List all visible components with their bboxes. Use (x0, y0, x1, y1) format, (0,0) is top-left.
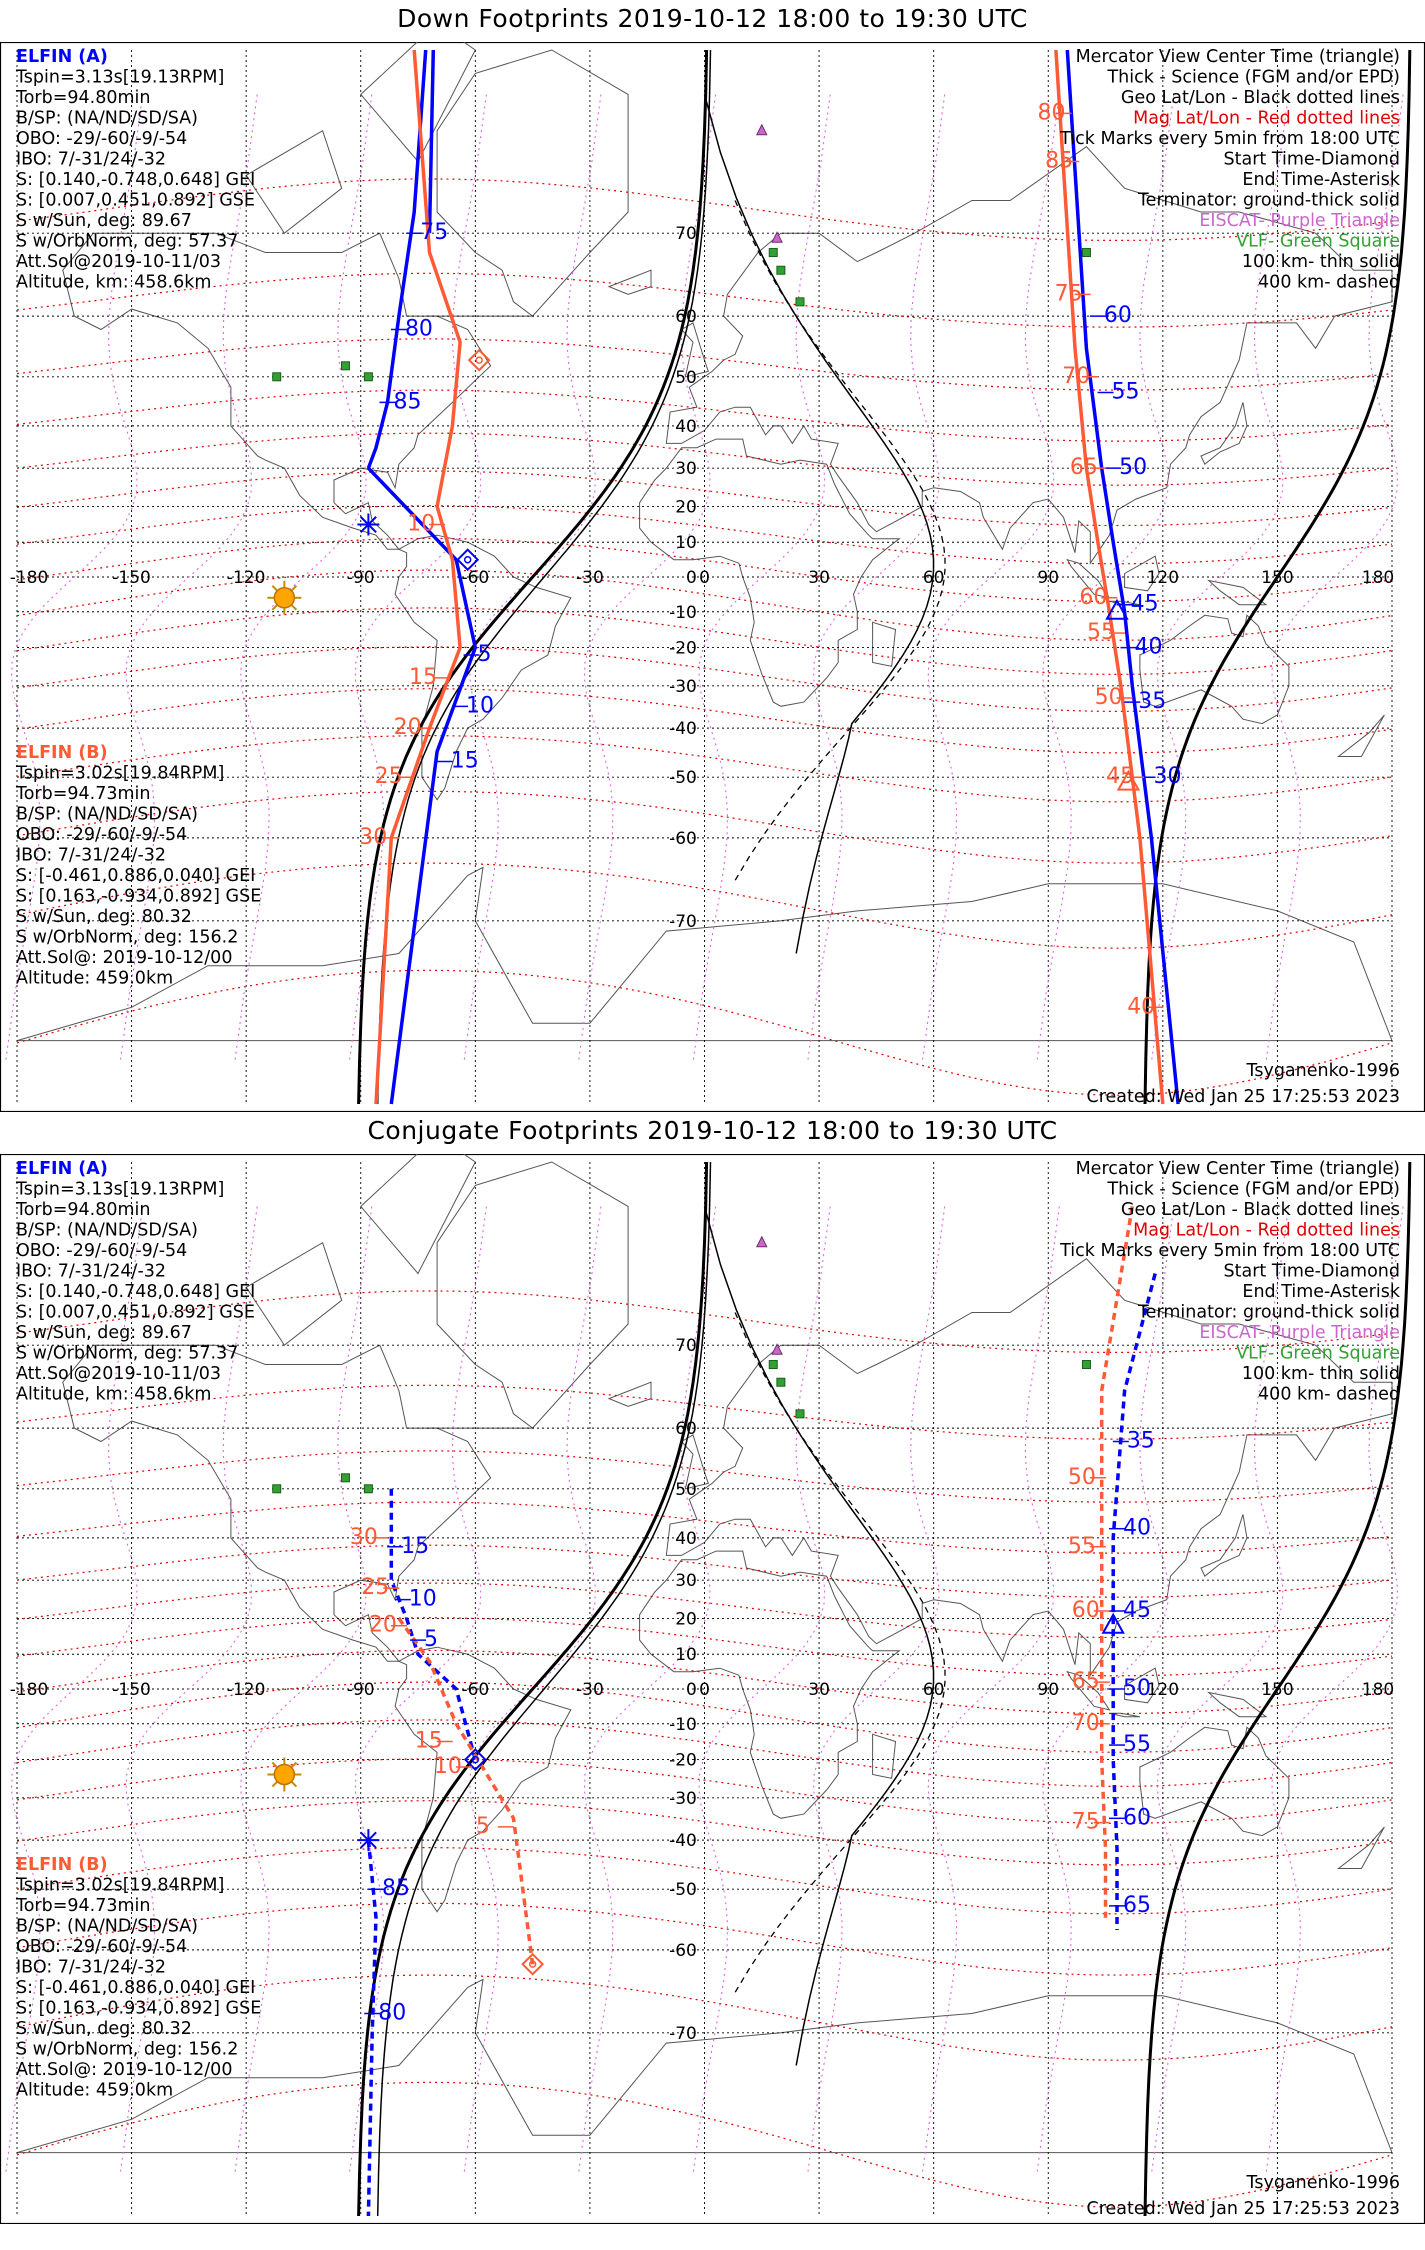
elfin-b-time-label: 55 (1067, 1533, 1096, 1559)
elfin-b-info-line: OBO: -29/-60/-9/-54 (16, 1937, 188, 1957)
vlf-station-square (364, 1485, 372, 1493)
elfin-a-info-line: S w/Sun, deg: 89.67 (16, 1323, 192, 1343)
lat-tick-label: -20 (669, 638, 697, 659)
lat-tick-label: -40 (669, 719, 697, 740)
elfin-a-info-line: Tspin=3.13s[19.13RPM] (16, 1179, 225, 1200)
elfin-b-time-label: 20 (393, 715, 422, 741)
legend-line: Geo Lat/Lon - Black dotted lines (1120, 1200, 1400, 1220)
elfin-a-time-label: 85 (382, 1876, 411, 1902)
elfin-a-time-label: 65 (1123, 1892, 1151, 1918)
elfin-a-info-line: S: [0.140,-0.748,0.648] GEI (16, 1282, 256, 1302)
down-footprints-map (0, 42, 1425, 1112)
elfin-b-info-line: S w/OrbNorm, deg: 156.2 (16, 927, 239, 948)
elfin-b-time-label: 50 (1067, 1464, 1096, 1490)
elfin-a-time-label: 45 (1123, 1597, 1151, 1623)
elfin-a-time-label: 55 (1111, 379, 1140, 405)
elfin-b-time-label: 30 (359, 824, 388, 850)
vlf-station-square (364, 373, 372, 381)
lon-tick-label: 30 (808, 568, 830, 588)
vlf-station-square (273, 373, 281, 381)
elfin-a-time-label: 85 (393, 389, 422, 415)
lat-tick-label: 20 (675, 1609, 697, 1630)
lat-tick-label: 30 (675, 1571, 697, 1592)
elfin-b-time-label: 15 (414, 1728, 443, 1754)
elfin-a-info-line: OBO: -29/-60/-9/-54 (16, 1241, 188, 1261)
elfin-b-info-line: Tspin=3.02s[19.84RPM] (16, 1875, 225, 1896)
elfin-a-info-line: IBO: 7/-31/24/-32 (16, 149, 167, 170)
vlf-station-square (796, 298, 804, 306)
lon-tick-label: -60 (461, 568, 490, 588)
lat-tick-label: 30 (675, 459, 697, 480)
elfin-a-info-line: Altitude, km: 458.6km (16, 272, 212, 293)
elfin-a-info-line: S w/OrbNorm, deg: 57.37 (16, 1343, 239, 1364)
elfin-a-time-label: 80 (404, 316, 433, 342)
elfin-a-info-line: S w/Sun, deg: 89.67 (16, 211, 192, 231)
legend-line: 100 km- thin solid (1241, 1364, 1400, 1384)
elfin-b-time-label: 85 (1045, 148, 1074, 174)
elfin-a-time-label: 60 (1123, 1805, 1151, 1831)
lon-tick-label: 120 (1146, 1680, 1180, 1700)
lat-tick-label: -60 (669, 828, 697, 849)
elfin-b-name: ELFIN (B) (16, 743, 108, 763)
lat-tick-label: -30 (669, 676, 697, 697)
lon-tick-label: 90 (1037, 1680, 1060, 1700)
elfin-b-info-line: Att.Sol@: 2019-10-12/00 (16, 2060, 233, 2080)
elfin-b-info-line: S w/Sun, deg: 80.32 (16, 907, 192, 927)
elfin-b-time-label: 5 (475, 1813, 490, 1839)
vlf-station-square (769, 1361, 777, 1369)
lon-tick-label: -180 (9, 1680, 49, 1700)
lon-tick-label: 180 (1361, 568, 1395, 588)
lat-tick-label: 70 (675, 224, 697, 245)
legend-line: EISCAT- Purple Triangle (1199, 1323, 1400, 1343)
legend-line: Terminator: ground-thick solid (1137, 1302, 1400, 1323)
lat-tick-label: -50 (669, 768, 697, 789)
lon-tick-label: 150 (1261, 568, 1294, 588)
elfin-a-info-line: IBO: 7/-31/24/-32 (16, 1261, 167, 1282)
sun-icon (267, 1758, 301, 1792)
lat-tick-label: 70 (675, 1336, 697, 1357)
legend-line: Mag Lat/Lon - Red dotted lines (1133, 1220, 1400, 1241)
legend-line: End Time-Asterisk (1242, 170, 1400, 190)
elfin-b-info-line: IBO: 7/-31/24/-32 (16, 1957, 167, 1978)
elfin-b-time-label: 10 (407, 511, 436, 537)
elfin-a-time-label: 50 (1123, 1676, 1151, 1701)
legend-line: 400 km- dashed (1258, 1384, 1400, 1405)
lon-tick-label: 180 (1361, 1680, 1395, 1700)
elfin-a-time-label: 75 (420, 220, 449, 246)
elfin-a-time-label: 45 (1130, 591, 1159, 617)
elfin-a-info-line: OBO: -29/-60/-9/-54 (16, 129, 188, 149)
elfin-a-time-label: 60 (1103, 303, 1132, 329)
legend-line: Thick - Science (FGM and/or EPD) (1107, 67, 1400, 88)
elfin-b-info-line: S: [-0.461,0.886,0.040] GEI (16, 1978, 256, 1998)
model-label: Tsyganenko-1996 (1246, 2173, 1400, 2193)
elfin-a-time-label: 15 (450, 748, 479, 774)
lon-tick-label: 0 (699, 1680, 710, 1700)
elfin-a-info-line: Altitude, km: 458.6km (16, 1384, 212, 1405)
lon-tick-label: 120 (1146, 568, 1180, 588)
elfin-a-time-label: 40 (1123, 1515, 1151, 1541)
elfin-b-time-label: 30 (349, 1524, 378, 1550)
lon-tick-label: -150 (112, 568, 151, 588)
elfin-a-name: ELFIN (A) (16, 1159, 108, 1179)
vlf-station-square (1082, 249, 1090, 257)
lat-tick-label: -30 (669, 1788, 697, 1809)
elfin-b-info-line: S w/Sun, deg: 80.32 (16, 2019, 192, 2039)
elfin-a-time-label: 5 (477, 642, 492, 668)
vlf-station-square (796, 1410, 804, 1418)
legend-line: End Time-Asterisk (1242, 1282, 1400, 1302)
elfin-b-info-line: OBO: -29/-60/-9/-54 (16, 825, 188, 845)
elfin-a-info-line: B/SP: (NA/ND/SD/SA) (16, 1220, 198, 1241)
sun-disk (274, 1765, 294, 1785)
lon-tick-label: 30 (808, 1680, 830, 1700)
legend-line: 100 km- thin solid (1241, 252, 1400, 272)
panel-title: Conjugate Footprints 2019-10-12 18:00 to 19:30 UTC (367, 1116, 1058, 1145)
elfin-a-time-label: 55 (1123, 1732, 1151, 1758)
elfin-b-info-line: IBO: 7/-31/24/-32 (16, 845, 167, 866)
lat-tick-label: -10 (669, 1714, 697, 1735)
elfin-b-info-line: B/SP: (NA/ND/SD/SA) (16, 804, 198, 825)
created-timestamp: Created: Wed Jan 25 17:25:53 2023 (1086, 2199, 1400, 2219)
elfin-b-time-label: 80 (1037, 100, 1066, 126)
elfin-b-time-label: 65 (1069, 455, 1098, 481)
lat-tick-label: 0 (686, 1680, 697, 1700)
sun-disk (274, 588, 294, 608)
elfin-b-time-label: 65 (1071, 1669, 1100, 1695)
lat-tick-label: 0 (686, 568, 697, 588)
elfin-b-time-label: 60 (1079, 584, 1108, 610)
lon-tick-label: -30 (576, 1680, 604, 1700)
elfin-b-info-line: B/SP: (NA/ND/SD/SA) (16, 1916, 198, 1937)
elfin-b-time-label: 75 (1054, 281, 1083, 307)
model-label: Tsyganenko-1996 (1246, 1061, 1400, 1081)
lat-tick-label: -60 (669, 1940, 697, 1961)
sun-icon (267, 581, 301, 615)
lon-tick-label: -30 (576, 568, 604, 588)
lat-tick-label: 60 (675, 1419, 697, 1440)
lat-tick-label: -70 (669, 911, 697, 932)
elfin-a-time-label: 10 (466, 693, 495, 719)
elfin-a-time-label: 35 (1126, 1428, 1155, 1454)
lat-tick-label: -10 (669, 602, 697, 623)
lat-tick-label: 40 (675, 416, 697, 437)
legend-line: Tick Marks every 5min from 18:00 UTC (1060, 129, 1400, 149)
conjugate-footprints-map (0, 1154, 1425, 2224)
elfin-b-time-label: 55 (1087, 620, 1115, 646)
elfin-a-info-line: Att.Sol@2019-10-11/03 (16, 1364, 221, 1384)
elfin-b-info-line: Altitude: 459.0km (16, 2080, 174, 2101)
elfin-a-time-label: 10 (408, 1586, 437, 1612)
elfin-b-time-label: 70 (1062, 363, 1091, 389)
legend-line: 400 km- dashed (1258, 272, 1400, 293)
legend-line: VLF- Green Square (1236, 1343, 1400, 1364)
legend-line: Mercator View Center Time (triangle) (1075, 47, 1400, 67)
elfin-b-time-label: 15 (408, 664, 437, 690)
vlf-station-square (273, 1485, 281, 1493)
lat-tick-label: 20 (675, 497, 697, 518)
elfin-a-info-line: S: [0.007,0.451,0.892] GSE (16, 1302, 255, 1323)
elfin-b-info-line: Torb=94.73min (16, 784, 151, 804)
legend-line: Mercator View Center Time (triangle) (1075, 1159, 1400, 1179)
elfin-b-time-label: 70 (1071, 1710, 1100, 1736)
elfin-b-info-line: Torb=94.73min (16, 1896, 151, 1916)
created-timestamp: Created: Wed Jan 25 17:25:53 2023 (1086, 1087, 1400, 1107)
vlf-station-square (341, 362, 349, 370)
elfin-a-time-label: 50 (1119, 455, 1148, 481)
lon-tick-label: 60 (922, 568, 945, 588)
vlf-station-square (1082, 1361, 1090, 1369)
lon-tick-label: -90 (346, 568, 375, 588)
elfin-a-info-line: S: [0.140,-0.748,0.648] GEI (16, 170, 256, 190)
vlf-station-square (341, 1474, 349, 1482)
lat-tick-label: 10 (675, 533, 697, 554)
elfin-b-time-label: 20 (368, 1612, 397, 1638)
elfin-b-info-line: Tspin=3.02s[19.84RPM] (16, 763, 225, 784)
elfin-b-time-label: 60 (1071, 1597, 1100, 1623)
elfin-a-info-line: S w/OrbNorm, deg: 57.37 (16, 231, 239, 252)
lat-tick-label: 60 (675, 307, 697, 328)
elfin-b-info-line: Altitude: 459.0km (16, 968, 174, 989)
elfin-a-time-label: 15 (401, 1533, 430, 1559)
elfin-b-info-line: S: [0.163,-0.934,0.892] GSE (16, 886, 262, 907)
elfin-b-time-label: 75 (1071, 1809, 1100, 1835)
elfin-b-time-label: 50 (1094, 684, 1123, 710)
vlf-station-square (769, 249, 777, 257)
lon-tick-label: 60 (922, 1680, 945, 1700)
elfin-b-name: ELFIN (B) (16, 1855, 108, 1875)
elfin-b-info-line: S: [-0.461,0.886,0.040] GEI (16, 866, 256, 886)
elfin-a-time-label: 40 (1134, 634, 1163, 660)
lat-tick-label: -20 (669, 1750, 697, 1771)
lat-tick-label: 10 (675, 1645, 697, 1666)
lat-tick-label: 50 (675, 367, 697, 388)
vlf-station-square (777, 266, 785, 274)
lon-tick-label: -180 (9, 568, 49, 588)
lat-tick-label: 50 (675, 1479, 697, 1500)
legend-line: Start Time-Diamond (1223, 149, 1400, 170)
lon-tick-label: -120 (226, 1680, 266, 1700)
elfin-b-time-label: 40 (1127, 994, 1156, 1020)
elfin-a-info-line: B/SP: (NA/ND/SD/SA) (16, 108, 198, 129)
lon-tick-label: -60 (461, 1680, 490, 1700)
elfin-b-info-line: S w/OrbNorm, deg: 156.2 (16, 2039, 239, 2060)
legend-line: VLF- Green Square (1236, 231, 1400, 252)
elfin-b-info-line: S: [0.163,-0.934,0.892] GSE (16, 1998, 262, 2019)
lon-tick-label: -150 (112, 1680, 151, 1700)
elfin-b-time-label: 25 (374, 764, 403, 790)
elfin-a-info-line: Torb=94.80min (16, 88, 151, 108)
elfin-b-time-label: 10 (433, 1754, 462, 1780)
legend-line: Geo Lat/Lon - Black dotted lines (1120, 88, 1400, 108)
lon-tick-label: -120 (226, 568, 266, 588)
lon-tick-label: -90 (346, 1680, 375, 1700)
elfin-a-time-label: 35 (1138, 689, 1167, 715)
elfin-b-time-label: 25 (361, 1575, 390, 1601)
lon-tick-label: 90 (1037, 568, 1060, 588)
elfin-a-time-label: 5 (424, 1627, 439, 1653)
legend-line: Mag Lat/Lon - Red dotted lines (1133, 108, 1400, 129)
elfin-a-info-line: S: [0.007,0.451,0.892] GSE (16, 190, 255, 211)
elfin-a-info-line: Att.Sol@2019-10-11/03 (16, 252, 221, 272)
legend-line: Tick Marks every 5min from 18:00 UTC (1060, 1241, 1400, 1261)
legend-line: Terminator: ground-thick solid (1137, 190, 1400, 211)
lat-tick-label: 40 (675, 1528, 697, 1549)
lon-tick-label: 150 (1261, 1680, 1294, 1700)
elfin-b-time-label: 45 (1106, 764, 1135, 790)
elfin-b-info-line: Att.Sol@: 2019-10-12/00 (16, 948, 233, 968)
lat-tick-label: -70 (669, 2023, 697, 2044)
legend-line: Thick - Science (FGM and/or EPD) (1107, 1179, 1400, 1200)
legend-line: Start Time-Diamond (1223, 1261, 1400, 1282)
vlf-station-square (777, 1378, 785, 1386)
panel-title: Down Footprints 2019-10-12 18:00 to 19:30 UTC (397, 4, 1028, 33)
lat-tick-label: -40 (669, 1831, 697, 1852)
legend-line: EISCAT- Purple Triangle (1199, 211, 1400, 231)
lon-tick-label: 0 (699, 568, 710, 588)
elfin-a-name: ELFIN (A) (16, 47, 108, 67)
elfin-a-info-line: Torb=94.80min (16, 1200, 151, 1220)
lat-tick-label: -50 (669, 1880, 697, 1901)
elfin-a-info-line: Tspin=3.13s[19.13RPM] (16, 67, 225, 88)
elfin-a-time-label: 80 (378, 2000, 407, 2026)
elfin-a-time-label: 30 (1153, 764, 1182, 790)
